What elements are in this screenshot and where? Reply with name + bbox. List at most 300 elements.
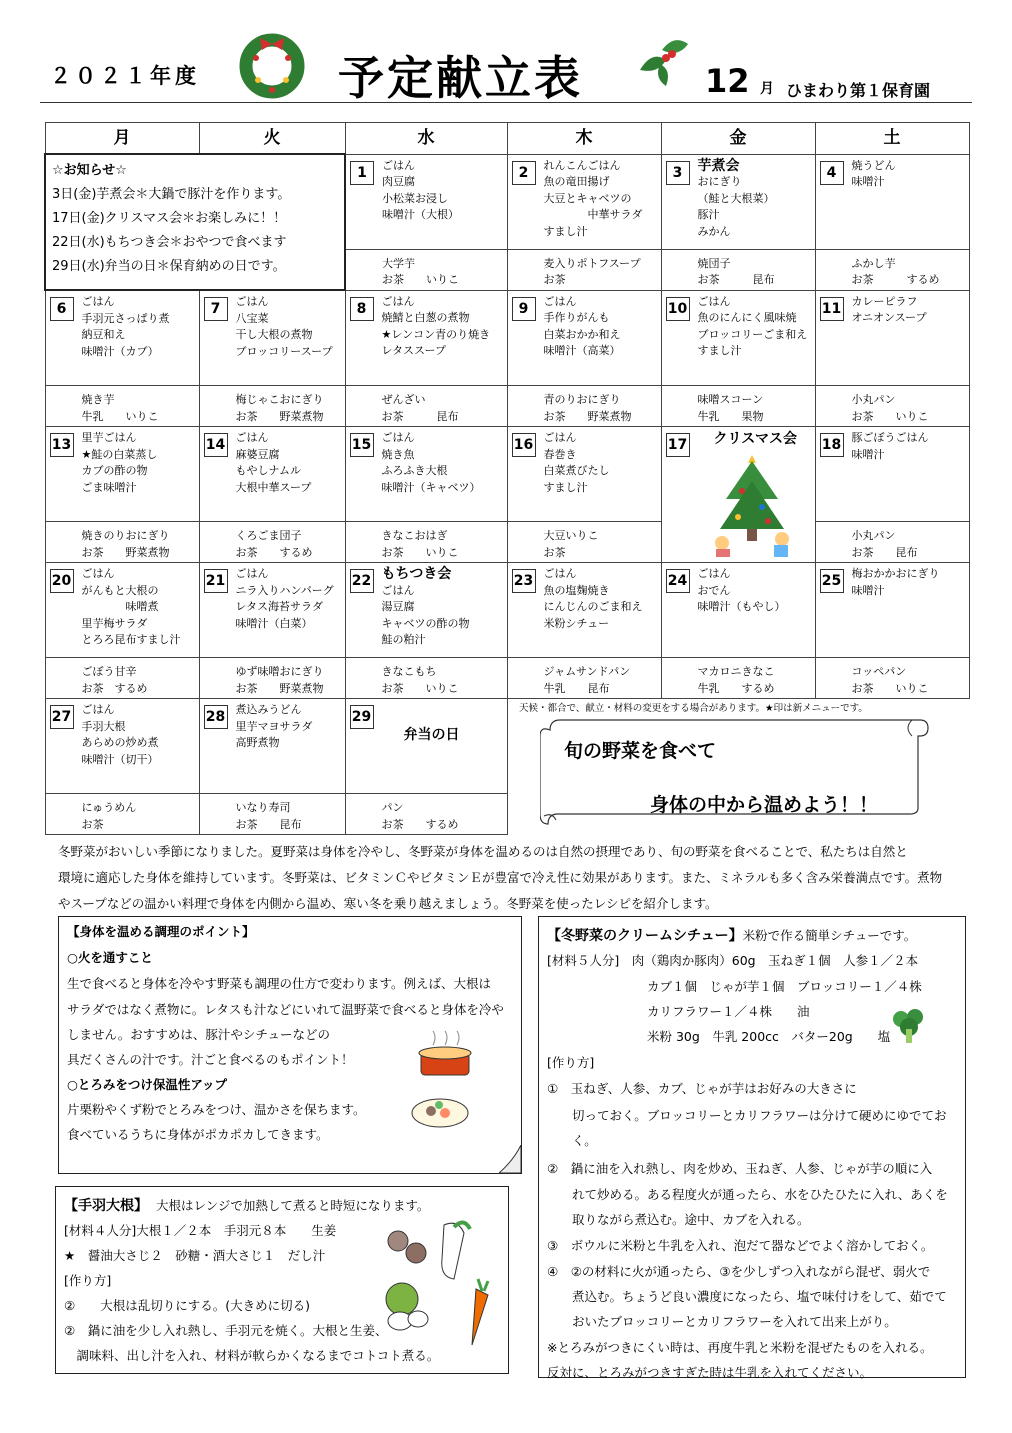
snack-item: くろごま団子 xyxy=(235,529,302,542)
meal-items xyxy=(382,158,505,224)
snack-cell xyxy=(661,658,815,699)
day-number: 25 xyxy=(820,569,844,593)
christmas-party-label: クリスマス会 xyxy=(713,431,797,447)
day-cell-content xyxy=(46,291,199,385)
day-cell-christmas xyxy=(661,427,815,563)
meal-item: がんもと大根の xyxy=(81,583,159,597)
teba-line: [作り方] xyxy=(64,1273,112,1288)
tips-heading-2: ○とろみをつけ保温性アップ xyxy=(67,1077,228,1092)
snack-items xyxy=(46,522,199,561)
snack-item: にゅうめん xyxy=(81,801,137,814)
meal-item: カブの酢の物 xyxy=(81,464,148,477)
vegetables-icon xyxy=(384,1219,494,1349)
day-number: 20 xyxy=(50,569,74,593)
tips-text: 具だくさんの汁です。汁ごと食べるのもポイント！ xyxy=(67,1052,354,1067)
day-number: 23 xyxy=(512,569,536,593)
stew-line: 反対に、とろみがつきすぎた時は牛乳を入れてください。 xyxy=(547,1365,873,1380)
meal-item: もやしナムル xyxy=(235,464,301,477)
snack-cell xyxy=(507,249,661,290)
meal-item: 味噌汁 xyxy=(851,583,885,597)
day-cell-content xyxy=(346,155,507,249)
snack-item: お茶 xyxy=(543,273,566,286)
notice-line: 29日(水)弁当の日＊保育納めの日です。 xyxy=(52,259,286,274)
meal-item: ごはん xyxy=(235,431,269,444)
snack-item: 青のりおにぎり xyxy=(543,393,621,406)
day-cell xyxy=(661,563,815,658)
tips-title: 【身体を温める調理のポイント】 xyxy=(67,924,255,939)
stew-line: ① 玉ねぎ、人参、カブ、じゃが芋はお好みの大きさに xyxy=(547,1081,857,1096)
snack-item: 焼団子 xyxy=(697,256,731,270)
snack-item: お茶 するめ xyxy=(235,545,313,559)
meal-item: れんこんごはん xyxy=(543,158,621,172)
meal-item: 梅おかかおにぎり xyxy=(851,567,940,580)
day-cell xyxy=(815,427,969,522)
day-cell xyxy=(345,563,507,658)
meal-item: 味噌汁（高菜） xyxy=(543,344,621,357)
stew-line: れて炒める。ある程度火が通ったら、水をひたひたに入れ、あくを xyxy=(547,1187,948,1202)
day-number: 4 xyxy=(820,161,844,185)
day-cell xyxy=(815,290,969,386)
meal-items xyxy=(382,294,505,360)
meal-items xyxy=(82,702,197,768)
day-cell xyxy=(345,427,507,522)
tips-text: 生で食べると身体を冷やす野菜も調理の仕方で変わります。例えば、大根は xyxy=(67,976,492,991)
fiscal-year: ２０２１年度 xyxy=(50,64,200,88)
weekday-mon: 月 xyxy=(45,123,199,155)
snack-items xyxy=(816,250,969,289)
meal-item: 焼鯖と白葱の煮物 xyxy=(381,311,470,324)
snack-item: 牛乳 するめ xyxy=(697,681,775,695)
meal-item: 味噌汁 xyxy=(851,447,885,461)
meal-item: 魚のにんにく風味焼 xyxy=(697,311,797,324)
tips-text: サラダではなく煮物に。レタスも汁などにいれて温野菜で食べると身体を冷や xyxy=(67,1002,504,1017)
meal-item: 焼うどん xyxy=(851,158,896,172)
teba-title: 【手羽大根】 xyxy=(64,1198,148,1214)
meal-item: 味噌汁（キャベツ） xyxy=(381,480,481,494)
day-number: 24 xyxy=(666,569,690,593)
meal-item: 鮭の粕汁 xyxy=(381,633,426,646)
snack-item: マカロニきなこ xyxy=(697,665,775,678)
meal-item: 里芋ごはん xyxy=(81,431,137,444)
notice-box xyxy=(45,154,345,290)
snack-item: ゆず味噌おにぎり xyxy=(235,665,324,678)
day-number: 17 xyxy=(666,433,690,457)
month-unit: 月 xyxy=(760,81,774,97)
meal-items xyxy=(852,158,967,191)
snack-item: 大豆いりこ xyxy=(543,529,599,542)
snack-items xyxy=(508,386,661,425)
snack-item: お茶 いりこ xyxy=(851,681,929,695)
snack-items xyxy=(662,386,815,425)
meal-item: 小松菜お浸し xyxy=(382,191,448,205)
snack-cell xyxy=(507,658,661,699)
day-cell xyxy=(199,563,345,658)
snack-items xyxy=(508,522,661,561)
snack-item: お茶 昆布 xyxy=(381,409,459,423)
tips-text: 食べているうちに身体がポカポカしてきます。 xyxy=(67,1127,329,1142)
snack-item: 焼き芋 xyxy=(81,393,115,406)
snack-cell xyxy=(345,249,507,290)
wreath-icon xyxy=(236,28,308,100)
snack-item: パン xyxy=(381,801,404,814)
meal-item: ごはん xyxy=(543,294,577,308)
meal-item: キャベツの酢の物 xyxy=(381,616,470,630)
meal-item: 八宝菜 xyxy=(235,311,269,325)
meal-item: 麻婆豆腐 xyxy=(235,447,280,461)
snack-item: 牛乳 果物 xyxy=(697,409,764,423)
snack-items xyxy=(816,658,969,697)
snack-cell xyxy=(45,386,199,427)
event-title: 芋煮会 xyxy=(697,157,740,174)
broccoli-icon xyxy=(889,1007,929,1045)
snack-cell xyxy=(199,522,345,563)
meal-items xyxy=(236,430,343,496)
meal-item: 豚ごぼうごはん xyxy=(851,431,929,444)
meal-items xyxy=(544,430,659,496)
meal-items xyxy=(698,158,813,241)
day-cell-content xyxy=(662,563,815,657)
teba-line: ★ 醤油大さじ２ 砂糖・酒大さじ１ だし汁 xyxy=(64,1248,326,1263)
meal-item: 白菜おかか和え xyxy=(543,327,621,341)
snack-items xyxy=(662,250,815,289)
day-cell xyxy=(507,563,661,658)
stew-bowl-icon xyxy=(409,1093,471,1133)
meal-item: （鮭と大根菜） xyxy=(697,191,775,205)
meal-item: ニラ入りハンバーグ xyxy=(235,583,334,597)
meal-items xyxy=(236,702,343,752)
slogan-line-1: 旬の野菜を食べて xyxy=(564,740,717,762)
day-cell-content xyxy=(816,155,969,249)
meal-items xyxy=(852,294,967,327)
meal-item: おでん xyxy=(697,583,731,597)
day-cell-content xyxy=(200,699,345,793)
day-number: 7 xyxy=(204,297,228,321)
day-cell-content xyxy=(46,563,199,657)
snack-item: お茶 野菜煮物 xyxy=(235,681,324,695)
day-cell xyxy=(45,699,199,794)
meal-item: ごはん xyxy=(543,567,577,580)
teba-subtitle: 大根はレンジで加熱して煮ると時短になります。 xyxy=(155,1198,430,1213)
day-cell-content xyxy=(346,291,507,385)
stew-line: おいたブロッコリーとカリフラワーを入れて出来上がり。 xyxy=(547,1314,897,1329)
snack-item: 麦入りポトフスープ xyxy=(543,256,641,270)
snack-item: きなこおはぎ xyxy=(381,529,448,542)
day-cell-content xyxy=(200,427,345,521)
meal-item: レタス海苔サラダ xyxy=(235,600,323,613)
christmas-tree-icon xyxy=(712,451,792,557)
meal-items xyxy=(236,566,343,632)
tips-heading-1: ○火を通すこと xyxy=(67,950,153,965)
meal-item: 味噌汁（もやし） xyxy=(697,600,786,613)
meal-item: ごはん xyxy=(235,567,269,580)
meal-item: カレーピラフ xyxy=(851,294,918,308)
day-cell-content xyxy=(508,427,661,521)
meal-item: ごはん xyxy=(382,158,415,172)
snack-item: ぜんざい xyxy=(381,393,426,406)
meal-item: 中華サラダ xyxy=(543,208,643,221)
day-cell xyxy=(815,154,969,249)
day-number: 28 xyxy=(204,705,228,729)
meal-item: 手羽大根 xyxy=(81,719,126,733)
meal-item: ごはん xyxy=(81,567,115,580)
day-cell xyxy=(507,290,661,386)
day-cell xyxy=(345,154,507,249)
snack-item: 梅じゃこおにぎり xyxy=(235,393,324,406)
snack-cell xyxy=(345,794,507,835)
snack-items xyxy=(508,250,661,289)
meal-item: ごはん xyxy=(697,294,731,308)
bento-day-label: 弁当の日 xyxy=(403,727,460,743)
day-number: 18 xyxy=(820,433,844,457)
meal-item: とろろ昆布すまし汁 xyxy=(81,633,181,646)
snack-cell xyxy=(507,386,661,427)
notice-line: 17日(金)クリスマス会＊お楽しみに！！ xyxy=(52,211,287,226)
meal-items xyxy=(544,158,659,241)
meal-item: 湯豆腐 xyxy=(381,600,415,613)
day-number: 29 xyxy=(350,705,374,729)
day-cell-content xyxy=(508,155,661,249)
snack-items xyxy=(346,794,507,833)
meal-items xyxy=(382,430,505,496)
school-name: ひまわり第１保育園 xyxy=(786,81,931,100)
snack-item: お茶 野菜煮物 xyxy=(543,409,632,423)
meal-item: 高野煮物 xyxy=(235,736,280,749)
meal-item: 味噌汁（大根） xyxy=(382,208,459,221)
snack-cell xyxy=(345,658,507,699)
snack-items xyxy=(816,386,969,425)
calendar-note: 天候・都合で、献立・材料の変更をする場合があります。★印は新メニューです。 xyxy=(519,703,868,714)
day-cell-content xyxy=(346,427,507,521)
page-title: 予定献立表 xyxy=(338,51,583,105)
stew-line: 切っておく。ブロッコリーとカリフラワーは分けて硬めにゆでてお xyxy=(547,1108,947,1123)
meal-item: すまし汁 xyxy=(697,344,742,357)
snack-item: お茶 するめ xyxy=(851,273,940,286)
day-number: 2 xyxy=(512,161,536,185)
meal-item: 味噌汁（切干） xyxy=(81,752,159,766)
holly-icon xyxy=(632,30,696,90)
snack-item: 焼きのりおにぎり xyxy=(81,529,170,542)
day-number: 27 xyxy=(50,705,74,729)
snack-item: お茶 いりこ xyxy=(381,681,459,695)
meal-items xyxy=(698,294,813,360)
meal-item: 味噌汁（カブ） xyxy=(81,344,159,358)
meal-item: みかん xyxy=(697,224,731,238)
snack-cell xyxy=(345,522,507,563)
day-cell xyxy=(199,699,345,794)
snack-items xyxy=(508,658,661,697)
day-number: 3 xyxy=(666,161,690,185)
snack-item: 大学芋 xyxy=(382,256,415,270)
meal-items xyxy=(82,294,197,360)
stew-line: カリフラワー１／４株 油 xyxy=(547,1004,810,1019)
snack-items xyxy=(46,386,199,425)
snack-items xyxy=(346,658,507,697)
teba-line: ② 鍋に油を少し入れ熱し、手羽元を焼く。大根と生姜、 xyxy=(64,1323,388,1338)
day-cell-content xyxy=(508,563,661,657)
meal-item: ごはん xyxy=(81,703,115,716)
day-cell-content xyxy=(662,291,815,385)
stew-line: ③ ボウルに米粉と牛乳を入れ、泡だて器などでよく溶かしておく。 xyxy=(547,1238,934,1253)
cream-stew-recipe xyxy=(538,916,966,1378)
meal-item: 肉豆腐 xyxy=(382,175,415,188)
snack-cell xyxy=(815,249,969,290)
day-cell-content xyxy=(508,291,661,385)
meal-item: ごはん xyxy=(381,583,415,597)
meal-items xyxy=(82,566,197,649)
meal-item: 味噌汁（白菜） xyxy=(235,616,313,630)
notice-line: 3日(金)芋煮会＊大鍋で豚汁を作ります。 xyxy=(52,187,291,202)
weekday-wed: 水 xyxy=(345,123,507,155)
stew-line: ※とろみがつきにくい時は、再度牛乳と米粉を混ぜたものを入れる。 xyxy=(547,1340,933,1355)
snack-items xyxy=(46,794,199,833)
day-cell xyxy=(199,290,345,386)
snack-items xyxy=(816,522,969,561)
weekday-fri: 金 xyxy=(661,123,815,155)
slogan-line-2: 身体の中から温めよう！！ xyxy=(650,794,879,816)
meal-item: おにぎり xyxy=(697,175,742,188)
day-cell xyxy=(345,290,507,386)
snack-item: 牛乳 いりこ xyxy=(81,409,159,423)
snack-item: お茶 野菜煮物 xyxy=(81,545,170,559)
snack-item: お茶 いりこ xyxy=(381,545,459,559)
snack-items xyxy=(346,522,507,561)
meal-item: ★レンコン青のり焼き xyxy=(381,327,491,341)
intro-line: 環境に適応した身体を維持しています。冬野菜は、ビタミンＣやビタミンＥが豊富で冷え性に効果があります。また、ミネラルも多く含み栄養満点です。煮物 xyxy=(58,870,943,885)
snack-item: ジャムサンドパン xyxy=(543,665,631,678)
meal-item: レタススープ xyxy=(381,344,446,357)
snack-cell xyxy=(45,522,199,563)
weekday-tue: 火 xyxy=(199,123,345,155)
day-cell-content xyxy=(816,291,969,385)
meal-items xyxy=(82,430,197,496)
snack-cell xyxy=(815,522,969,563)
snack-item: お茶 いりこ xyxy=(382,273,459,286)
snack-item: お茶 昆布 xyxy=(851,545,918,559)
day-cell-content xyxy=(816,427,969,521)
snack-cell xyxy=(661,249,815,290)
snack-item: お茶 xyxy=(81,817,104,831)
tips-text: 片栗粉やくず粉でとろみをつけ、温かさを保ちます。 xyxy=(67,1102,366,1117)
day-cell-content xyxy=(46,427,199,521)
month-number: 12 xyxy=(705,62,750,100)
day-cell-content xyxy=(346,563,507,657)
weekday-sat: 土 xyxy=(815,123,969,155)
snack-item: コッペパン xyxy=(851,665,907,678)
stew-line: カブ１個 じゃが芋１個 ブロッコリー１／４株 xyxy=(547,979,922,994)
meal-item: ごはん xyxy=(697,567,731,580)
meal-item: 手羽元さっぱり煮 xyxy=(81,311,170,325)
teba-line: [材料４人分]大根１／２本 手羽元８本 生姜 xyxy=(64,1223,337,1238)
teba-daikon-recipe xyxy=(55,1186,509,1374)
day-number: 1 xyxy=(350,161,374,185)
meal-item: 米粉シチュー xyxy=(543,616,610,630)
meal-item: ごはん xyxy=(543,431,577,444)
day-cell xyxy=(45,427,199,522)
snack-items xyxy=(200,522,345,561)
intro-line: 冬野菜がおいしい季節になりました。夏野菜は身体を冷やし、冬野菜が身体を温めるのは自然の摂理であり、旬の野菜を食べることで、私たちは自然と xyxy=(58,844,908,859)
day-number: 10 xyxy=(666,297,690,321)
day-number: 21 xyxy=(204,569,228,593)
day-cell xyxy=(45,563,199,658)
snack-cell xyxy=(815,658,969,699)
snack-items xyxy=(46,658,199,697)
day-cell-bento xyxy=(345,699,507,794)
meal-items xyxy=(236,294,343,360)
snack-items xyxy=(200,794,345,833)
stew-line: ② 鍋に油を入れ熱し、肉を炒め、玉ねぎ、人参、じゃが芋の順に入 xyxy=(547,1161,933,1176)
meal-item: 魚の塩麹焼き xyxy=(543,583,610,597)
meal-item: すまし汁 xyxy=(543,480,588,494)
snack-items xyxy=(662,658,815,697)
day-cell xyxy=(661,290,815,386)
stew-subtitle: 米粉で作る簡単シチューです。 xyxy=(742,928,917,943)
meal-item: ★鮭の白菜蒸し xyxy=(81,447,158,461)
meal-item: ふろふき大根 xyxy=(381,464,448,477)
day-number: 15 xyxy=(350,433,374,457)
day-number: 8 xyxy=(350,297,374,321)
snack-item: 小丸パン xyxy=(851,393,896,406)
header-divider xyxy=(40,102,972,103)
snack-cell xyxy=(199,794,345,835)
meal-item: 焼き魚 xyxy=(381,447,415,461)
meal-item: ごはん xyxy=(235,295,269,308)
snack-cell xyxy=(661,386,815,427)
day-cell-content xyxy=(46,699,199,793)
snack-item: 牛乳 昆布 xyxy=(543,681,610,695)
stew-line: [材料５人分] 肉（鶏肉か豚肉）60g 玉ねぎ１個 人参１／２本 xyxy=(547,953,919,968)
meal-item: ごま味噌汁 xyxy=(81,480,137,494)
meal-item: 味噌汁 xyxy=(851,175,885,188)
stew-line: 取りながら煮込む。途中、カブを入れる。 xyxy=(547,1212,810,1227)
snack-cell xyxy=(507,522,661,563)
meal-item: ごはん xyxy=(381,294,415,308)
notice-title: ☆お知らせ☆ xyxy=(52,163,127,178)
meal-item: ごはん xyxy=(381,431,415,444)
snack-item: お茶 昆布 xyxy=(235,817,302,831)
stew-line: 米粉 30g 牛乳 200cc バター20g 塩 xyxy=(547,1029,891,1044)
teba-line: ② 大根は乱切りにする。(大きめに切る) xyxy=(64,1298,310,1313)
meal-item: 豚汁 xyxy=(697,208,720,221)
snack-cell xyxy=(45,794,199,835)
meal-item: ブロッコリースープ xyxy=(235,344,333,358)
snack-items xyxy=(346,386,507,425)
meal-items xyxy=(852,430,967,463)
weekday-thu: 木 xyxy=(507,123,661,155)
snack-item: 小丸パン xyxy=(851,529,896,542)
snack-item: お茶 xyxy=(543,545,566,559)
day-cell xyxy=(815,563,969,658)
snack-items xyxy=(346,250,507,289)
snack-item: 味噌スコーン xyxy=(697,393,764,406)
day-cell-content xyxy=(200,563,345,657)
day-number: 9 xyxy=(512,297,536,321)
meal-item: 白菜煮びたし xyxy=(543,464,610,477)
meal-item: 干し大根の煮物 xyxy=(235,328,313,341)
meal-item: 手作りがんも xyxy=(543,311,610,324)
snack-cell xyxy=(45,658,199,699)
stew-line: く。 xyxy=(547,1133,597,1148)
event-title: もちつき会 xyxy=(381,566,452,582)
meal-items xyxy=(852,566,967,599)
meal-item: すまし汁 xyxy=(543,224,588,238)
soup-pot-icon xyxy=(413,1029,477,1081)
day-cell-content xyxy=(816,563,969,657)
day-cell xyxy=(507,427,661,522)
snack-cell xyxy=(199,386,345,427)
meal-item: にんじんのごま和え xyxy=(543,600,643,613)
teba-line: 調味料、出し汁を入れ、材料が軟らかくなるまでコトコト煮る。 xyxy=(64,1348,440,1363)
snack-item: きなこもち xyxy=(381,665,437,678)
